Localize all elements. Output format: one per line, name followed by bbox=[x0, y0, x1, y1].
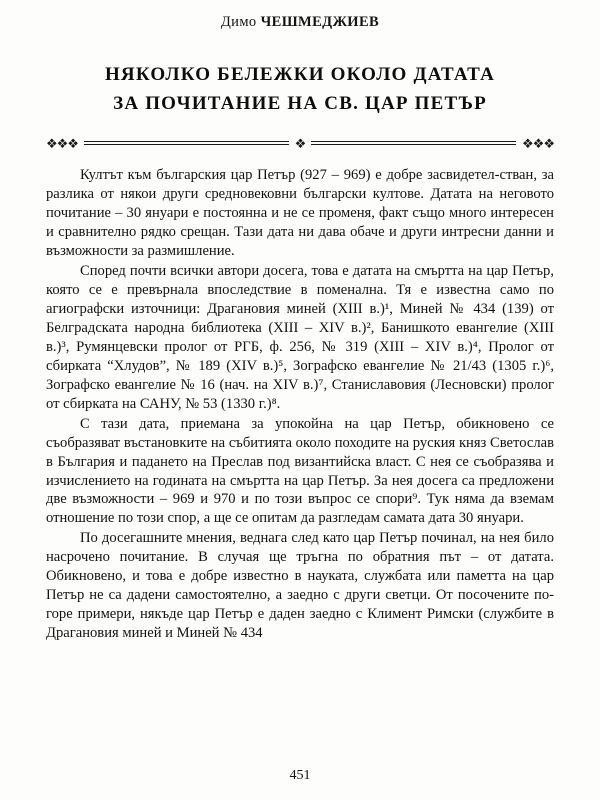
decorative-divider bbox=[46, 136, 554, 150]
author-given-name: Димо bbox=[220, 14, 257, 30]
diamond-ornament-center-icon: ❖ bbox=[289, 137, 312, 150]
title-line-2: ЗА ПОЧИТАНИЕ НА СВ. ЦАР ПЕТЪР bbox=[113, 92, 487, 114]
diamond-ornament-icon: ❖❖❖ bbox=[46, 137, 84, 150]
page-number: 451 bbox=[289, 768, 311, 783]
title-line-1: НЯКОЛКО БЕЛЕЖКИ ОКОЛО ДАТАТА bbox=[104, 64, 496, 85]
paragraph: С тази дата, приемана за упокойна на цар Петър, обикновено се съобразяват въстановките на събитията около походите на руския княз Светослав в България и падането на Преслав под византийска власт. С нея се съобразява и изчислението на годината на смъртта на цар Петър. За нея досега са предложени две възможности – 969 и 970 и по този въпрос се спори⁹. Тук няма да вземам отношение по този спор, а ще се опитам да разгледам самата дата 30 януари. bbox=[46, 415, 554, 527]
running-head-author bbox=[46, 14, 554, 31]
author-family-name: ЧЕШМЕДЖИЕВ bbox=[260, 14, 380, 30]
paragraph: Според почти всички автори досега, това е датата на смъртта на цар Петър, която се е превърнала впоследствие в поменална. Тя е известна само по агиографски източници: Драгановия миней (XIII в.)¹, Миней № 434 (139) от Белградската народна библиотека (XIII – XIV в.)², Банишкото евангелие (XIII в.)³, Румянцевски пролог от РГБ, ф. 256, № 319 (XIII – XIV в.)⁴, Пролог от сбирката “Хлудов”, № 189 (XIV в.)⁵, Зографско евангелие № 21/43 (1305 г.)⁶, Зографско евангелие № 16 (нач. на XIV в.)⁷, Станиславовия (Лесновски) пролог от сбирката на САНУ, № 53 (1330 г.)⁸. bbox=[46, 262, 554, 412]
page-title bbox=[46, 61, 554, 118]
diamond-ornament-right-icon: ❖❖❖ bbox=[516, 137, 554, 150]
paragraph: Култът към българския цар Петър (927 – 969) е добре засвидетел-стван, за разлика от някои други средновековни български култове. Датата на неговото почитание – 30 януари е постоянна и не се променя, факт също много интересен и сравнително рядко срещан. Тази дата ни дава обаче и други интресни данни и възможности за размишление. bbox=[46, 167, 554, 259]
article-body bbox=[46, 166, 554, 643]
paragraph: По досегашните мнения, веднага след като цар Петър починал, на нея било насрочено почитание. В случая ще тръгна по обратния път – от датата. Обикновено, и това е добре известно в науката, службата или паметта на цар Петър не са дадени самостоятелно, а заедно с други светци. От посочените по-горе примери, някъде цар Петър е даден заедно с Климент Римски (службите в Драгановия миней и Миней № 434 bbox=[46, 530, 554, 642]
